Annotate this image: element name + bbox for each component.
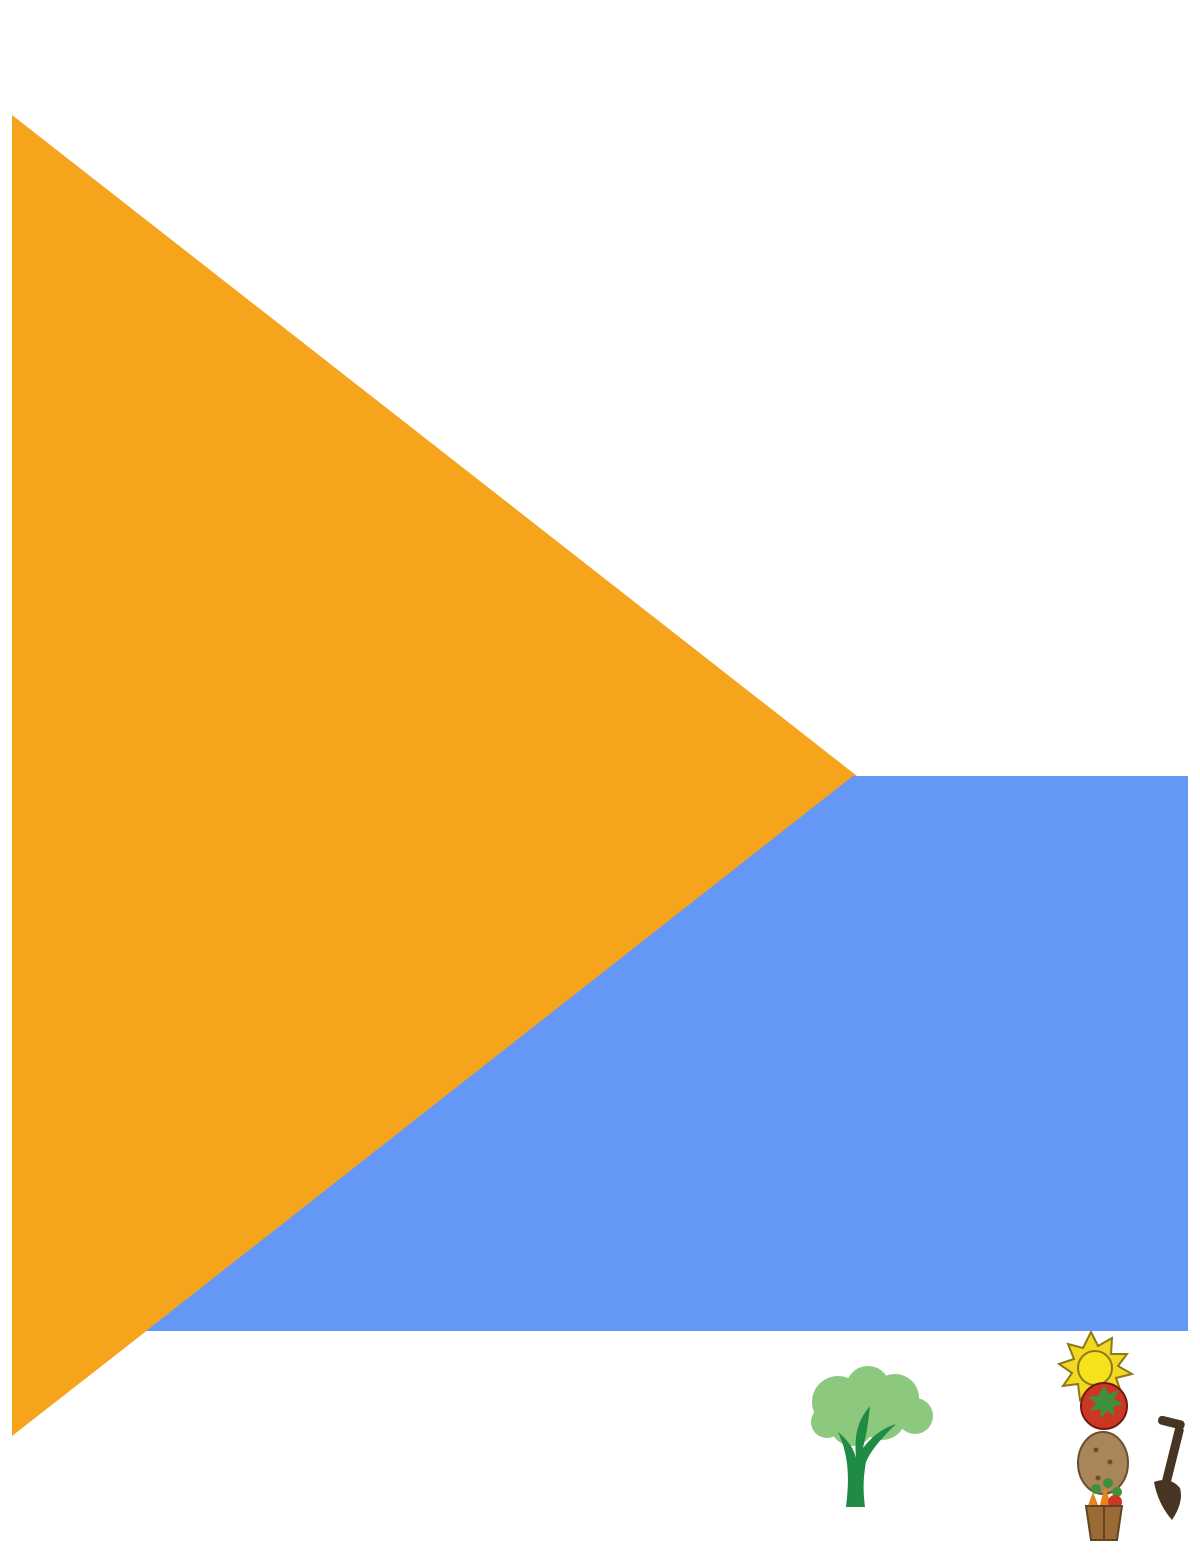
tree-icon — [800, 1362, 1010, 1537]
shovel-icon — [1154, 1415, 1186, 1520]
tomato-icon — [1081, 1383, 1127, 1429]
west-broadway-logo — [800, 1362, 1010, 1542]
date-row — [40, 986, 56, 1025]
good-food-club-logo — [1008, 1330, 1193, 1550]
potato-icon — [1078, 1432, 1128, 1494]
good-food-club-art — [1008, 1330, 1193, 1545]
time-row — [40, 1056, 56, 1095]
